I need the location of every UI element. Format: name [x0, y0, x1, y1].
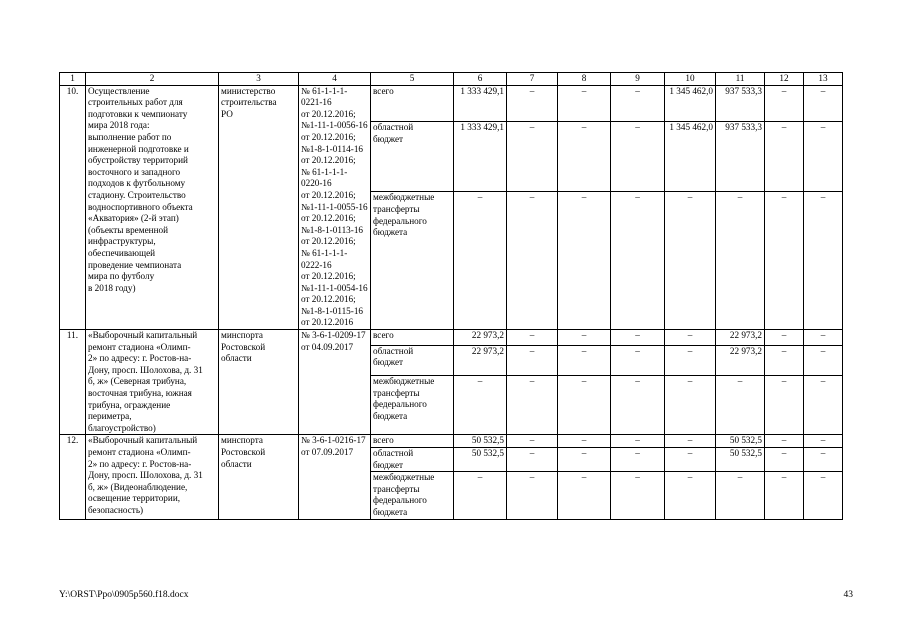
- measure-name: Осуществление строительных работ для подготовки к чемпионату мира 2018 года: выполнение работ по инженерной подготовке и обустройству территорий восточного и западного подходов к футбольному стадиону. Строительство водноспортивного объекта «Акватория» (2-й этап) (объекты временной инфраструктуры, обеспечивающей проведение чемпионата мира по футболу в 2018 году): [86, 85, 219, 329]
- amount-cell: –: [611, 435, 665, 448]
- column-number: 3: [219, 73, 299, 86]
- amount-cell: –: [611, 330, 665, 346]
- amount-cell: –: [765, 472, 804, 519]
- amount-cell: –: [558, 122, 611, 192]
- amount-cell: 22 973,2: [454, 345, 507, 375]
- amount-cell: –: [804, 122, 843, 192]
- table-row: [60, 435, 843, 448]
- column-number: 4: [299, 73, 371, 86]
- funding-source: областной бюджет: [371, 122, 454, 192]
- funding-source: межбюджетные трансферты федерального бюджета: [371, 376, 454, 435]
- amount-cell: –: [558, 448, 611, 472]
- amount-cell: –: [765, 122, 804, 192]
- amount-cell: –: [558, 376, 611, 435]
- amount-cell: –: [765, 435, 804, 448]
- amount-cell: –: [507, 122, 558, 192]
- funding-source: областной бюджет: [371, 345, 454, 375]
- page-number: 43: [843, 590, 853, 600]
- column-number: 11: [716, 73, 765, 86]
- amount-cell: 50 532,5: [716, 435, 765, 448]
- document-refs: № 3-6-1-0209-17 от 04.09.2017: [299, 330, 371, 435]
- column-number: 8: [558, 73, 611, 86]
- amount-cell: –: [804, 376, 843, 435]
- amount-cell: –: [765, 376, 804, 435]
- amount-cell: –: [558, 472, 611, 519]
- column-number-row: [60, 73, 843, 86]
- amount-cell: –: [665, 345, 716, 375]
- amount-cell: 1 333 429,1: [454, 85, 507, 122]
- row-number: 10.: [60, 85, 86, 329]
- funding-source: межбюджетные трансферты федерального бюджета: [371, 472, 454, 519]
- amount-cell: 22 973,2: [454, 330, 507, 346]
- amount-cell: –: [665, 472, 716, 519]
- funding-source: всего: [371, 85, 454, 122]
- column-number: 12: [765, 73, 804, 86]
- amount-cell: –: [665, 376, 716, 435]
- amount-cell: –: [507, 435, 558, 448]
- program-table: [59, 72, 843, 520]
- amount-cell: –: [558, 85, 611, 122]
- funding-source: всего: [371, 330, 454, 346]
- amount-cell: –: [611, 448, 665, 472]
- funding-source: межбюджетные трансферты федерального бюджета: [371, 192, 454, 330]
- amount-cell: 1 345 462,0: [665, 85, 716, 122]
- amount-cell: 50 532,5: [454, 435, 507, 448]
- amount-cell: 22 973,2: [716, 345, 765, 375]
- amount-cell: –: [716, 472, 765, 519]
- column-number: 9: [611, 73, 665, 86]
- amount-cell: –: [507, 376, 558, 435]
- amount-cell: –: [804, 472, 843, 519]
- amount-cell: 1 345 462,0: [665, 122, 716, 192]
- amount-cell: –: [507, 448, 558, 472]
- column-number: 6: [454, 73, 507, 86]
- row-number: 12.: [60, 435, 86, 519]
- amount-cell: –: [804, 330, 843, 346]
- amount-cell: –: [507, 345, 558, 375]
- amount-cell: –: [611, 122, 665, 192]
- amount-cell: –: [558, 345, 611, 375]
- amount-cell: 50 532,5: [716, 448, 765, 472]
- column-number: 10: [665, 73, 716, 86]
- amount-cell: –: [665, 192, 716, 330]
- amount-cell: –: [804, 85, 843, 122]
- amount-cell: 22 973,2: [716, 330, 765, 346]
- amount-cell: –: [716, 192, 765, 330]
- amount-cell: 50 532,5: [454, 448, 507, 472]
- amount-cell: 937 533,3: [716, 85, 765, 122]
- amount-cell: –: [765, 330, 804, 346]
- responsible-org: минспорта Ростовской области: [219, 330, 299, 435]
- amount-cell: –: [507, 192, 558, 330]
- table-row: [60, 330, 843, 346]
- amount-cell: –: [716, 376, 765, 435]
- amount-cell: –: [454, 376, 507, 435]
- amount-cell: –: [454, 192, 507, 330]
- amount-cell: –: [454, 472, 507, 519]
- amount-cell: –: [558, 435, 611, 448]
- amount-cell: –: [804, 345, 843, 375]
- amount-cell: –: [558, 330, 611, 346]
- amount-cell: –: [765, 192, 804, 330]
- amount-cell: –: [804, 448, 843, 472]
- amount-cell: –: [665, 435, 716, 448]
- column-number: 13: [804, 73, 843, 86]
- document-refs: № 3-6-1-0216-17 от 07.09.2017: [299, 435, 371, 519]
- amount-cell: –: [804, 435, 843, 448]
- amount-cell: –: [507, 472, 558, 519]
- responsible-org: минспорта Ростовской области: [219, 435, 299, 519]
- amount-cell: –: [611, 376, 665, 435]
- amount-cell: –: [765, 345, 804, 375]
- funding-source: областной бюджет: [371, 448, 454, 472]
- funding-source: всего: [371, 435, 454, 448]
- amount-cell: –: [765, 448, 804, 472]
- amount-cell: –: [507, 85, 558, 122]
- amount-cell: –: [611, 192, 665, 330]
- amount-cell: –: [804, 192, 843, 330]
- measure-name: «Выборочный капитальный ремонт стадиона «Олимп- 2» по адресу: г. Ростов-на- Дону, просп. Шолохова, д. 31 б, ж» (Северная трибуна, восточная трибуна, южная трибуна, ограждение периметра, благоустройство): [86, 330, 219, 435]
- row-number: 11.: [60, 330, 86, 435]
- measure-name: «Выборочный капитальный ремонт стадиона «Олимп- 2» по адресу: г. Ростов-на- Дону, просп. Шолохова, д. 31 б, ж» (Видеонаблюдение, освещение территории, безопасность): [86, 435, 219, 519]
- amount-cell: –: [611, 85, 665, 122]
- amount-cell: –: [611, 472, 665, 519]
- responsible-org: министерство строительства РО: [219, 85, 299, 329]
- document-refs: № 61-1-1-1- 0221-16 от 20.12.2016; №1-11-1-0056-16 от 20.12.2016; №1-8-1-0114-16 от 20.12.2016; № 61-1-1-1- 0220-16 от 20.12.2016; №1-11-1-0055-16 от 20.12.2016; №1-8-1-0113-16 от 20.12.2016; № 61-1-1-1- 0222-16 от 20.12.2016; №1-11-1-0054-16 от 20.12.2016; №1-8-1-0115-16 от 20.12.2016: [299, 85, 371, 329]
- column-number: 7: [507, 73, 558, 86]
- amount-cell: –: [765, 85, 804, 122]
- amount-cell: –: [507, 330, 558, 346]
- column-number: 2: [86, 73, 219, 86]
- column-number: 1: [60, 73, 86, 86]
- amount-cell: –: [558, 192, 611, 330]
- amount-cell: 937 533,3: [716, 122, 765, 192]
- table-row: [60, 85, 843, 122]
- file-path: Y:\ORST\Ppo\0905p560.f18.docx: [59, 590, 189, 600]
- amount-cell: 1 333 429,1: [454, 122, 507, 192]
- amount-cell: –: [665, 448, 716, 472]
- column-number: 5: [371, 73, 454, 86]
- amount-cell: –: [665, 330, 716, 346]
- amount-cell: –: [611, 345, 665, 375]
